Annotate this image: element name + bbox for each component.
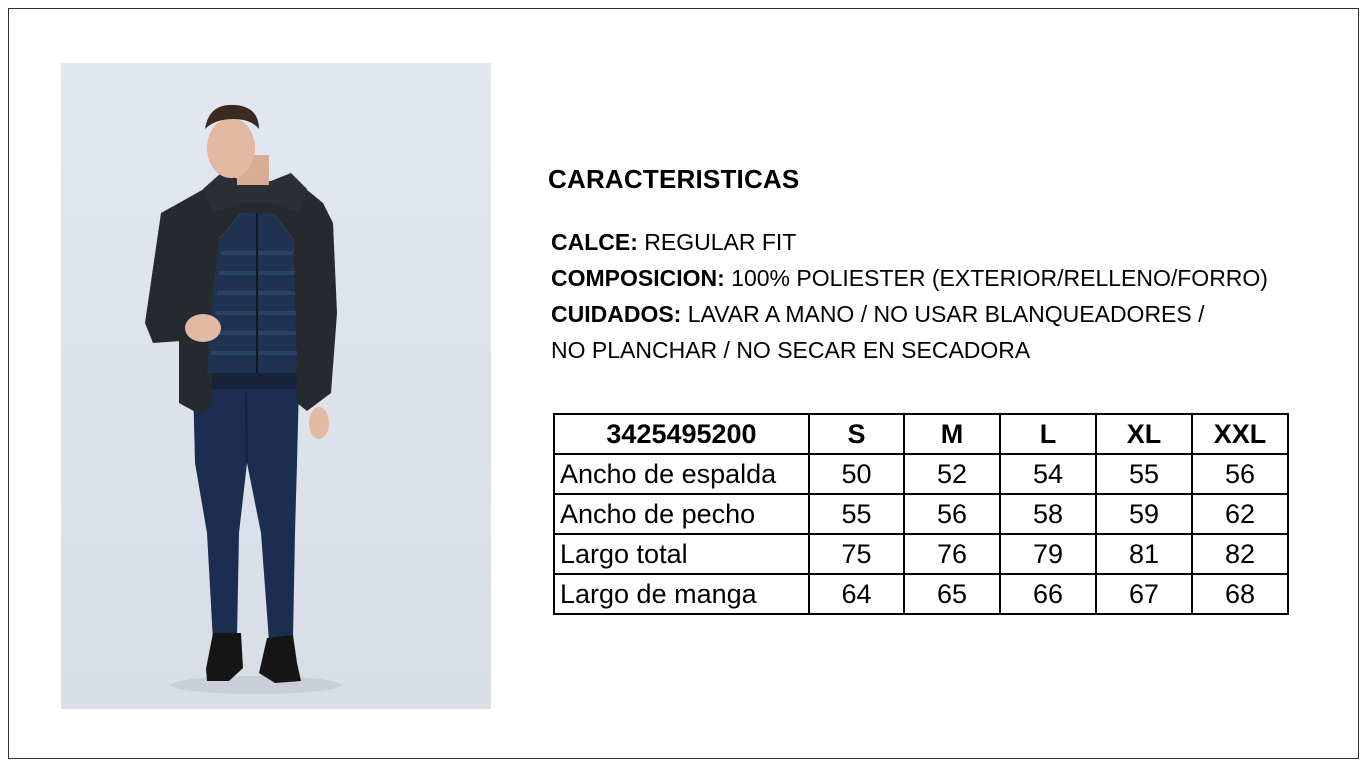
model-illustration (61, 63, 491, 709)
specs-block (551, 224, 1268, 368)
table-row (554, 574, 1288, 614)
table-cell: 75 (809, 534, 904, 574)
table-cell: 56 (1192, 454, 1288, 494)
table-cell: 55 (809, 494, 904, 534)
table-cell: 79 (1000, 534, 1096, 574)
table-cell: 50 (809, 454, 904, 494)
size-header-xl: XL (1096, 414, 1192, 454)
spec-composition-label: COMPOSICION: (551, 265, 725, 291)
spec-fit (551, 224, 1268, 260)
size-table-header (554, 414, 1288, 454)
product-code: 3425495200 (554, 414, 809, 454)
table-cell: 55 (1096, 454, 1192, 494)
table-cell: 56 (904, 494, 1000, 534)
row-label: Largo de manga (554, 574, 809, 614)
spec-care-value-1: LAVAR A MANO / NO USAR BLANQUEADORES / (681, 301, 1205, 327)
spec-care-continued (551, 332, 1268, 368)
size-header-l: L (1000, 414, 1096, 454)
table-cell: 58 (1000, 494, 1096, 534)
product-photo (61, 63, 491, 709)
spec-care-label: CUIDADOS: (551, 301, 682, 327)
table-cell: 52 (904, 454, 1000, 494)
size-table (553, 413, 1289, 615)
table-row (554, 534, 1288, 574)
spec-care (551, 296, 1268, 332)
table-cell: 81 (1096, 534, 1192, 574)
table-cell: 68 (1192, 574, 1288, 614)
table-row (554, 454, 1288, 494)
spec-composition-value: 100% POLIESTER (EXTERIOR/RELLENO/FORRO) (724, 265, 1268, 291)
table-cell: 82 (1192, 534, 1288, 574)
size-header-xxl: XXL (1192, 414, 1288, 454)
table-cell: 65 (904, 574, 1000, 614)
table-cell: 66 (1000, 574, 1096, 614)
spec-composition (551, 260, 1268, 296)
table-cell: 76 (904, 534, 1000, 574)
table-cell: 59 (1096, 494, 1192, 534)
table-cell: 62 (1192, 494, 1288, 534)
spec-care-value-2: NO PLANCHAR / NO SECAR EN SECADORA (551, 337, 1031, 363)
table-row (554, 494, 1288, 534)
characteristics-heading: CARACTERISTICAS (548, 164, 800, 194)
row-label: Largo total (554, 534, 809, 574)
size-header-s: S (809, 414, 904, 454)
table-cell: 64 (809, 574, 904, 614)
size-header-m: M (904, 414, 1000, 454)
table-cell: 67 (1096, 574, 1192, 614)
row-label: Ancho de espalda (554, 454, 809, 494)
table-cell: 54 (1000, 454, 1096, 494)
spec-fit-value: REGULAR FIT (637, 229, 797, 255)
spec-fit-label: CALCE: (551, 229, 638, 255)
row-label: Ancho de pecho (554, 494, 809, 534)
